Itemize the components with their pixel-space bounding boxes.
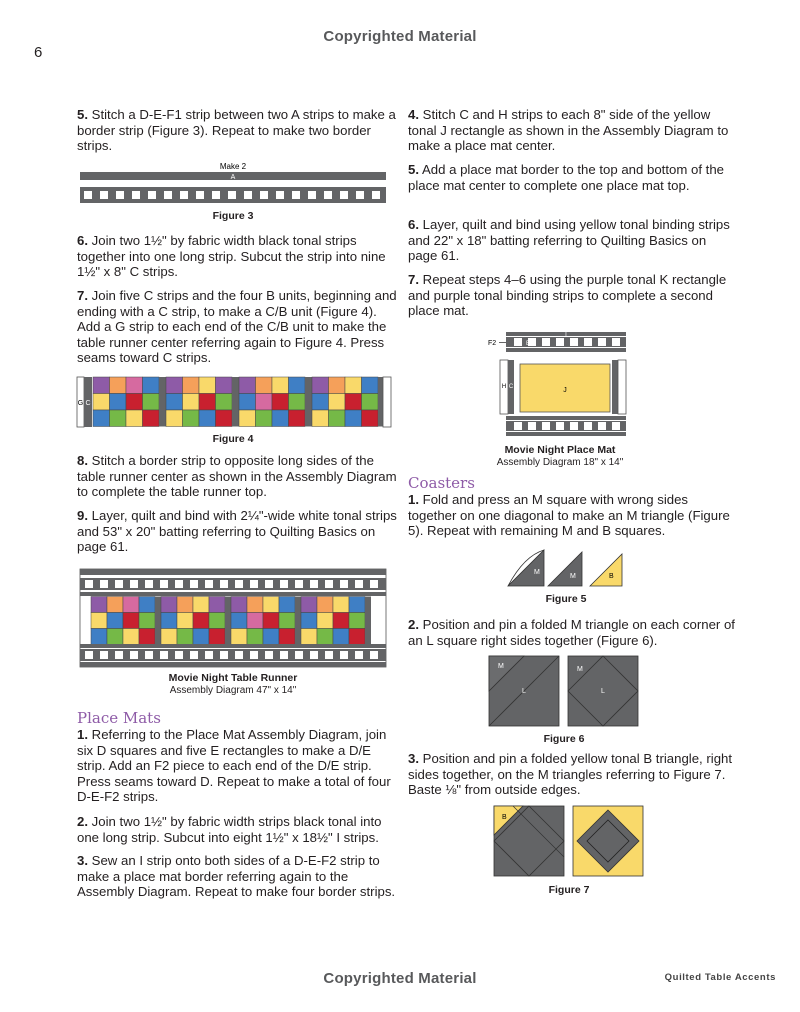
place-mat-diagram — [486, 330, 628, 442]
runner-subcaption: Assembly Diagram 47" x 14" — [169, 685, 297, 696]
figure-6 — [488, 655, 640, 727]
svg-text:F2: F2 — [488, 340, 497, 347]
step-4-right: 4. Stitch C and H strips to each 8" side of the yellow tonal J rectangle as shown in the Assembly Diagram to make a place mat center. — [408, 107, 729, 154]
runner-caption: Movie Night Table Runner — [168, 672, 298, 684]
footer-title: Copyrighted Material — [323, 970, 477, 987]
figure-4 — [76, 376, 392, 428]
svg-text:M: M — [534, 569, 540, 576]
svg-text:G: G — [77, 400, 84, 407]
placemats-step-3: 3. Sew an I strip onto both sides of a D-E-F2 strip to make a place mat border referring again to the Assembly Diagram. Repeat to make four border strips. — [77, 853, 396, 900]
figure-5 — [506, 546, 626, 590]
svg-text:E: E — [525, 341, 531, 347]
footer-book-title: Quilted Table Accents — [664, 972, 776, 983]
step-8-left: 8. Stitch a border strip to opposite long sides of the table runner center as shown in the Assembly Diagram to complete the table runner top. — [77, 453, 397, 500]
cb-unit — [93, 377, 385, 427]
placemats-step-1: 1. Referring to the Place Mat Assembly Diagram, join six D squares and five E rectangles to make a D/E strip. Add an F2 piece to each end of the D/E strip. Press seams toward D. Repeat to make a total of four D-E-F2 strips. — [77, 727, 391, 805]
fig3-make-label: Make 2 — [219, 162, 247, 171]
coasters-step-3: 3. Position and pin a folded yellow tonal B triangle, right sides together, on the M triangles referring to Figure 7. Baste ⅛" from outside edges. — [408, 751, 733, 798]
step-5-right: 5. Add a place mat border to the top and bottom of the place mat center to complete one place mat top. — [408, 162, 724, 193]
svg-text:M: M — [570, 573, 576, 580]
place-mats-heading: Place Mats — [77, 709, 161, 727]
step-5-left: 5. Stitch a D-E-F1 strip between two A strips to make a border strip (Figure 3). Repeat to make two border strips. — [77, 107, 396, 154]
figure-3 — [78, 160, 388, 210]
svg-text:C: C — [85, 400, 91, 407]
step-6-right: 6. Layer, quilt and bind using yellow tonal binding strips and 22" x 18" batting referring to Quilting Basics on page 61. — [408, 217, 730, 264]
step-7-right: 7. Repeat steps 4–6 using the purple tonal K rectangle and purple tonal binding strips to complete a second place mat. — [408, 272, 727, 319]
placemat-caption: Movie Night Place Mat — [504, 444, 616, 456]
header-title: Copyrighted Material — [323, 28, 477, 45]
page-number: 6 — [34, 44, 43, 61]
svg-text:M: M — [498, 663, 504, 670]
svg-text:J: J — [563, 387, 567, 394]
svg-text:D: D — [514, 341, 520, 347]
coasters-heading: Coasters — [408, 474, 475, 492]
figure-3-caption: Figure 3 — [212, 210, 254, 222]
svg-text:L: L — [522, 688, 526, 695]
svg-text:L: L — [601, 688, 605, 695]
svg-text:H: H — [501, 384, 507, 390]
step-7-left: 7. Join five C strips and the four B units, beginning and ending with a C strip, to make a C/B unit (Figure 4). Add a G strip to each end of the C/B unit to make the table runner center referring again to Figure 4. Press seams toward C strips. — [77, 288, 397, 366]
strip-g-right — [383, 377, 391, 427]
figure-7-caption: Figure 7 — [548, 884, 590, 896]
figure-6-caption: Figure 6 — [543, 733, 585, 745]
svg-text:B: B — [609, 573, 614, 580]
coasters-step-2: 2. Position and pin a folded M triangle on each corner of an L square right sides together (Figure 6). — [408, 617, 735, 648]
fig3-a-label: A — [230, 174, 236, 181]
step-9-left: 9. Layer, quilt and bind with 2¼"-wide white tonal strips and 53" x 20" batting referring to Quilting Basics on page 61. — [77, 508, 397, 555]
coasters-step-1: 1. Fold and press an M square with wrong sides together on one diagonal to make an M triangle (Figure 5). Repeat with remaining M and B squares. — [408, 492, 730, 539]
figure-4-caption: Figure 4 — [212, 433, 254, 445]
svg-text:C: C — [508, 384, 514, 390]
svg-text:M: M — [577, 666, 583, 673]
figure-5-caption: Figure 5 — [545, 593, 587, 605]
table-runner-diagram — [79, 568, 387, 668]
placemat-subcaption: Assembly Diagram 18" x 14" — [496, 457, 624, 468]
step-6-left: 6. Join two 1½" by fabric width black tonal strips together into one long strip. Subcut the strip into nine 1½" x 8" C strips. — [77, 233, 386, 280]
figure-7 — [493, 804, 645, 878]
placemats-step-2: 2. Join two 1½" by fabric width strips black tonal into one long strip. Subcut into eight 1½" x 18½" I strips. — [77, 814, 382, 845]
svg-text:B: B — [502, 814, 507, 821]
svg-text:I: I — [565, 332, 567, 338]
